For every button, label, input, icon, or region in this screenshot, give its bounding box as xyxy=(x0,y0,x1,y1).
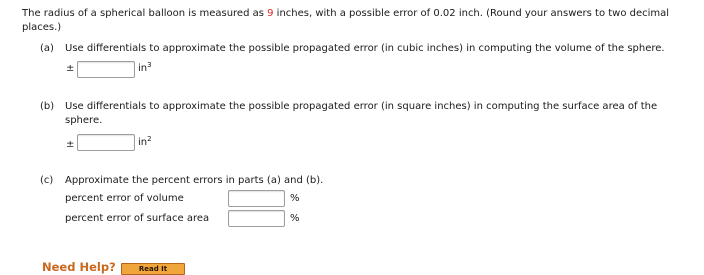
percent-error-volume-unit: % xyxy=(290,193,300,204)
part-a-unit: $in^3$ xyxy=(138,61,152,74)
part-a-question: Use differentials to approximate the possible propagated error (in cubic inches) in computing the volume of the sphere. xyxy=(65,43,665,54)
intro-after: inches, with a possible error of 0.02 inch. (Round your answers to two decimal places.) xyxy=(22,8,670,33)
part-a-plus-minus: ± xyxy=(66,63,75,74)
percent-error-surface-input[interactable] xyxy=(228,210,285,227)
percent-error-surface-unit: % xyxy=(290,213,300,224)
part-a-answer-input[interactable] xyxy=(77,61,135,78)
part-b-answer-input[interactable] xyxy=(77,134,135,151)
part-b-unit: $in^2$ xyxy=(138,135,152,148)
part-c-question: Approximate the percent errors in parts (a) and (b). xyxy=(65,175,324,186)
part-b-plus-minus: ± xyxy=(66,139,75,150)
read-it-button[interactable]: Read It xyxy=(121,263,185,275)
part-c-label: (c) xyxy=(40,175,54,186)
percent-error-surface-label: percent error of surface area xyxy=(65,213,210,224)
percent-error-volume-input[interactable] xyxy=(228,190,285,207)
part-b-question: Use differentials to approximate the possible propagated error (in square inches) in computing the surface area of the sphere. xyxy=(65,101,658,126)
part-b-label: (b) xyxy=(40,101,55,112)
part-a-label: (a) xyxy=(40,43,54,54)
percent-error-volume-label: percent error of volume xyxy=(65,193,184,204)
problem-statement xyxy=(22,7,682,35)
intro-before: The radius of a spherical balloon is measured as xyxy=(22,8,268,19)
need-help-label: Need Help? xyxy=(42,260,116,274)
radius-value: 9 xyxy=(267,8,274,19)
